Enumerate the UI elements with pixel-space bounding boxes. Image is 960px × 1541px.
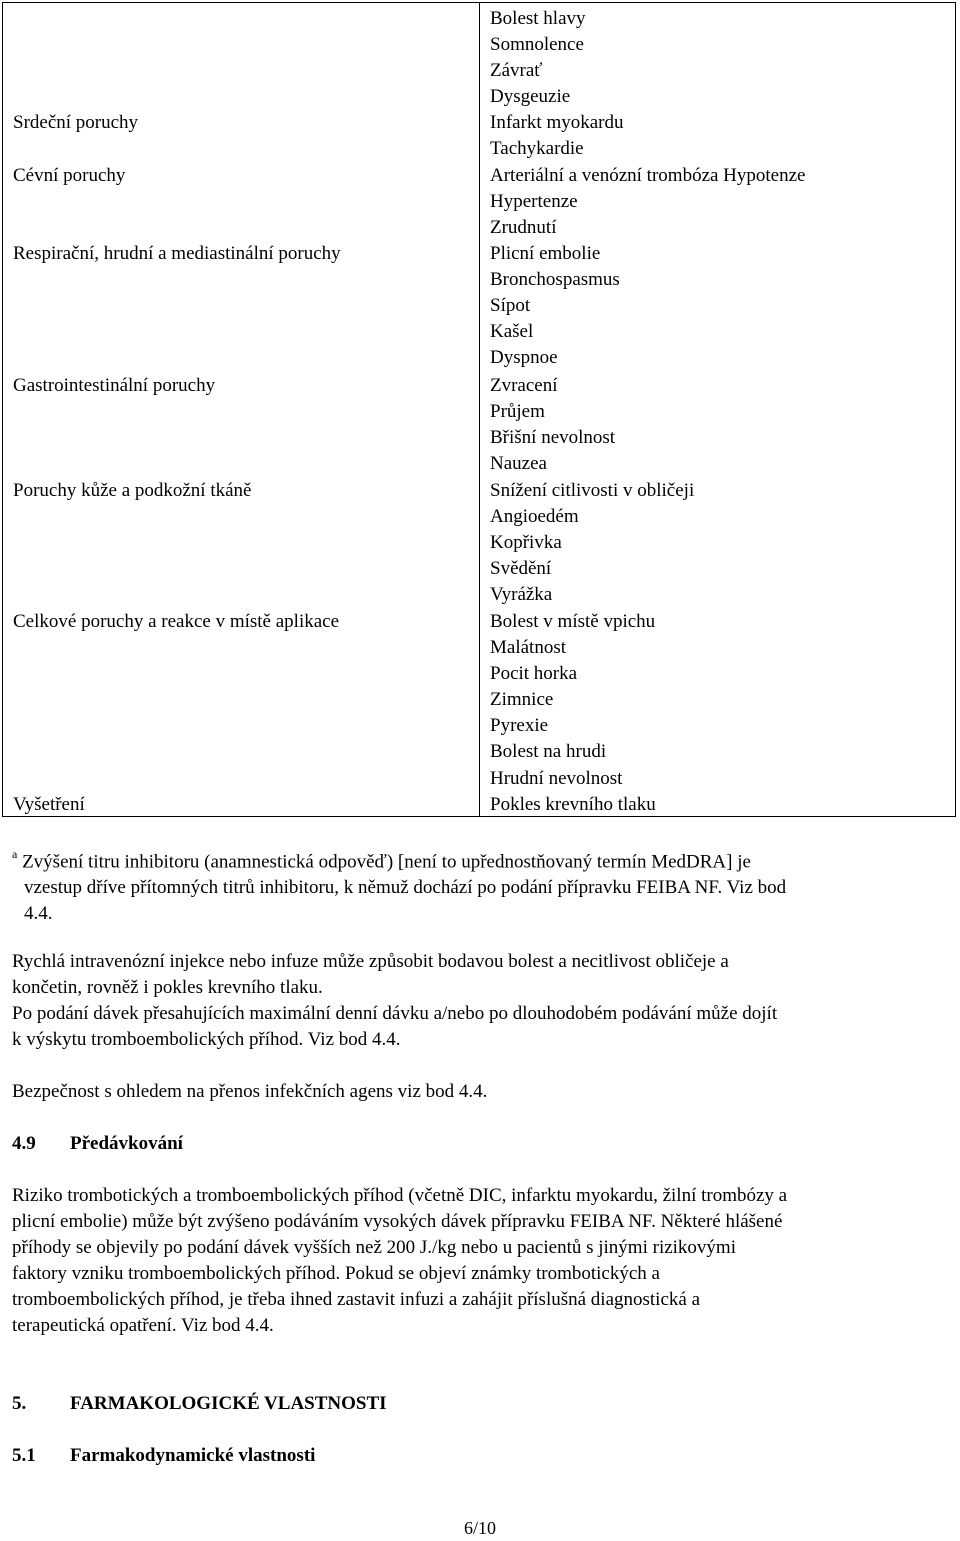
section-number: 4.9: [12, 1133, 36, 1154]
terms-cell: [490, 241, 950, 371]
term: Dyspnoe: [490, 347, 558, 369]
section-heading-5: [12, 1391, 947, 1417]
section-title: Předávkování: [70, 1133, 183, 1154]
term: Angioedém: [490, 506, 579, 528]
term: Somnolence: [490, 34, 584, 56]
footnote-line: 4.4.: [24, 903, 53, 925]
term: Břišní nevolnost: [490, 427, 616, 449]
soc-cell: Poruchy kůže a podkožní tkáně: [13, 480, 252, 501]
section-title: Farmakodynamické vlastnosti: [70, 1445, 316, 1466]
paragraph-line: terapeutická opatření. Viz bod 4.4.: [12, 1315, 274, 1336]
soc-cell: Celkové poruchy a reakce v místě aplikace: [13, 611, 340, 632]
term: Hypertenze: [490, 191, 578, 213]
terms-cell: [490, 478, 950, 608]
column-divider: [479, 3, 480, 816]
term: Infarkt myokardu: [490, 112, 624, 133]
term: Zvracení: [490, 375, 558, 396]
paragraph-line: Rychlá intravenózní injekce nebo infuze může způsobit bodavou bolest a necitlivost obličeje a: [12, 951, 729, 972]
paragraph-line: Po podání dávek přesahujících maximální denní dávku a/nebo po dlouhodobém podávání může dojít: [12, 1003, 778, 1024]
footnote-line: vzestup dříve přítomných titrů inhibitoru, k němuž dochází po podání přípravku FEIBA NF. Viz bod: [24, 877, 787, 899]
terms-cell: [490, 163, 950, 241]
paragraph-line: k výskytu tromboembolických příhod. Viz bod 4.4.: [12, 1029, 401, 1050]
term: Snížení citlivosti v obličeji: [490, 480, 695, 501]
term: Průjem: [490, 401, 545, 423]
paragraph-line: faktory vzniku tromboembolických příhod. Pokud se objeví známky trombotických a: [12, 1263, 660, 1284]
terms-cell: [490, 6, 950, 110]
paragraph: [12, 949, 947, 1053]
soc-cell: Vyšetření: [13, 794, 85, 815]
page-number: 6/10: [463, 1518, 496, 1538]
paragraph-line: Riziko trombotických a tromboembolických příhod (včetně DIC, infarktu myokardu, žilní trombózy a: [12, 1185, 788, 1206]
term: Zimnice: [490, 689, 554, 711]
paragraph-line: příhody se objevily po podání dávek vyšších než 200 J./kg nebo u pacientů s jinými rizikovými: [12, 1237, 736, 1258]
term: Závrať: [490, 60, 543, 82]
terms-cell: [490, 792, 950, 818]
terms-cell: [490, 110, 950, 162]
section-heading-5-1: [12, 1443, 947, 1469]
footnote-marker: a: [12, 847, 18, 861]
term: Bolest v místě vpichu: [490, 611, 656, 632]
terms-cell: [490, 373, 950, 477]
paragraph-line: tromboembolických příhod, je třeba ihned zastavit infuzi a zahájit příslušná diagnostická a: [12, 1289, 701, 1310]
section-number: 5.: [12, 1393, 27, 1414]
term: Arteriální a venózní trombóza Hypotenze: [490, 165, 806, 186]
term: Tachykardie: [490, 138, 584, 160]
paragraph: Bezpečnost s ohledem na přenos infekčních agens viz bod 4.4.: [12, 1081, 488, 1102]
adverse-reactions-table: [2, 2, 956, 817]
term: Malátnost: [490, 637, 566, 659]
footnote-line: Zvýšení titru inhibitoru (anamnestická odpověď) [není to upřednostňovaný termín MedDRA] je: [22, 851, 751, 873]
term: Bronchospasmus: [490, 269, 620, 291]
table-footnote: [12, 843, 947, 927]
term: Pokles krevního tlaku: [490, 794, 656, 815]
term: Nauzea: [490, 453, 547, 475]
soc-cell: Gastrointestinální poruchy: [13, 375, 216, 396]
paragraph: [12, 1183, 947, 1339]
term: Vyrážka: [490, 584, 553, 606]
term: Bolest na hrudi: [490, 741, 607, 763]
term: Zrudnutí: [490, 217, 557, 239]
soc-cell: Respirační, hrudní a mediastinální poruchy: [13, 243, 341, 264]
paragraph-line: plicní embolie) může být zvýšeno podáváním vysokých dávek přípravku FEIBA NF. Některé hlášené: [12, 1211, 783, 1232]
section-heading-4-9: [12, 1131, 947, 1157]
term: Sípot: [490, 295, 531, 317]
term: Plicní embolie: [490, 243, 601, 264]
term: Dysgeuzie: [490, 86, 571, 108]
term: Pocit horka: [490, 663, 578, 685]
section-title: FARMAKOLOGICKÉ VLASTNOSTI: [70, 1393, 387, 1414]
term: Kašel: [490, 321, 534, 343]
section-number: 5.1: [12, 1445, 36, 1466]
term: Bolest hlavy: [490, 8, 586, 29]
term: Pyrexie: [490, 715, 549, 737]
soc-cell: Cévní poruchy: [13, 165, 126, 186]
term: Svědění: [490, 558, 552, 580]
paragraph-line: končetin, rovněž i pokles krevního tlaku.: [12, 977, 323, 998]
terms-cell: [490, 609, 950, 792]
term: Kopřivka: [490, 532, 562, 554]
soc-cell: Srdeční poruchy: [13, 112, 139, 133]
term: Hrudní nevolnost: [490, 767, 623, 789]
